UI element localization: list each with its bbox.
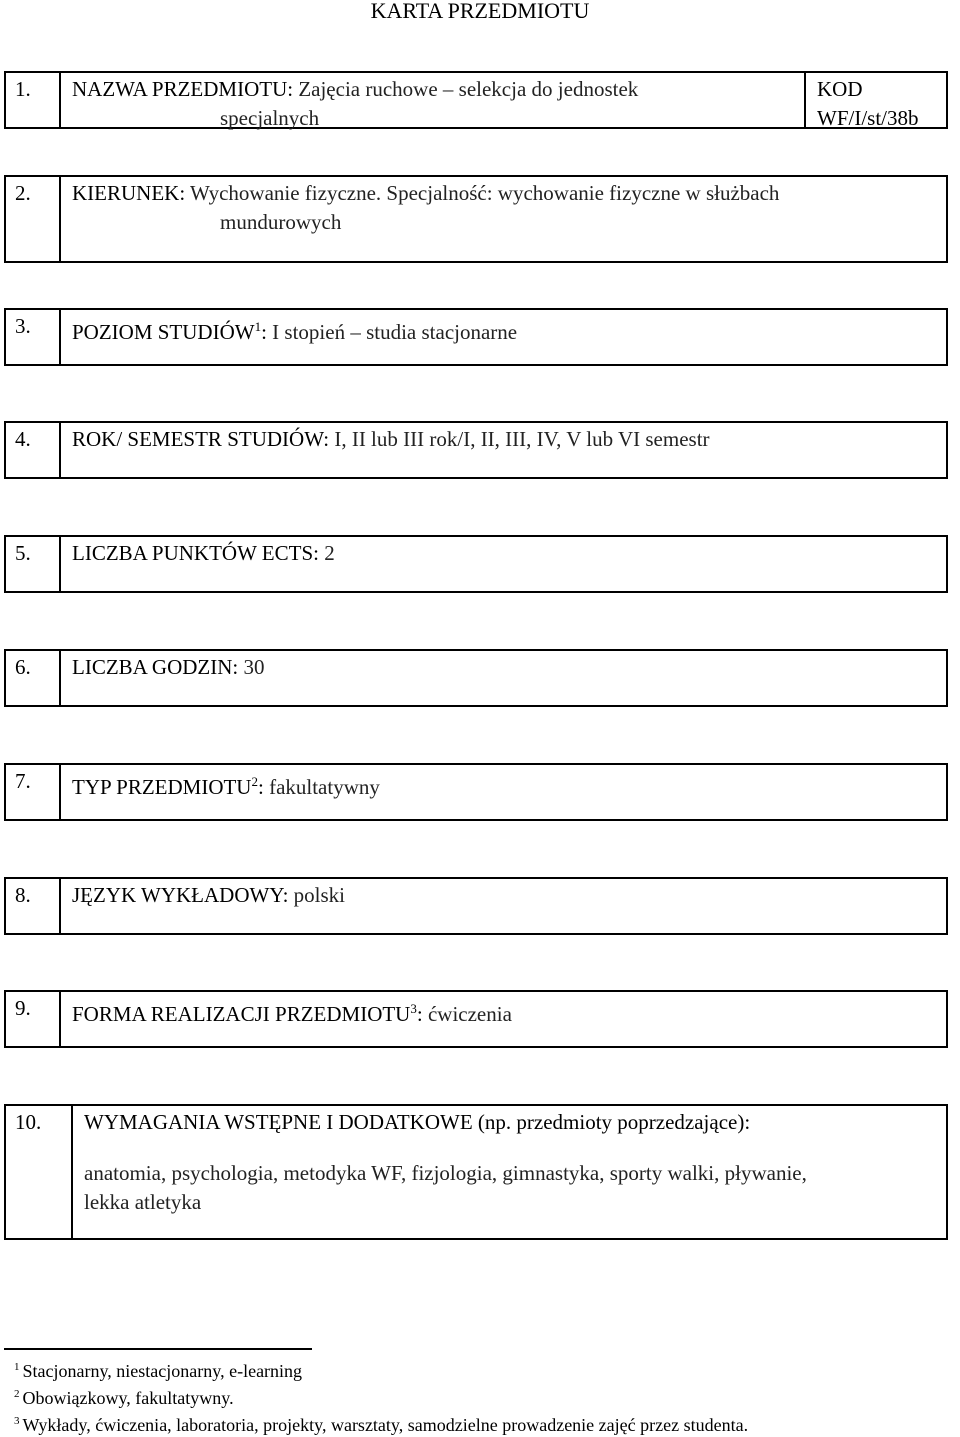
- section-colon: :: [416, 1002, 423, 1026]
- section-value-continued: specjalnych: [220, 106, 320, 130]
- section-number: 9.: [6, 992, 61, 1046]
- section-label: KIERUNEK:: [72, 181, 186, 205]
- section-number: 1.: [6, 73, 61, 127]
- footnote-text: Wykłady, ćwiczenia, laboratoria, projekty, warsztaty, samodzielne prowadzenie zajęć przez studenta.: [22, 1415, 749, 1435]
- section-punkty-ects: [4, 535, 948, 593]
- section-label: LICZBA PUNKTÓW ECTS:: [72, 541, 319, 565]
- section-content: [72, 312, 936, 347]
- footnote: [14, 1410, 748, 1437]
- section-value: Wychowanie fizyczne. Specjalność: wychowanie fizyczne w służbach: [190, 181, 780, 205]
- section-number: 6.: [6, 651, 61, 705]
- kod-cell: [804, 73, 946, 130]
- section-number: 2.: [6, 177, 61, 261]
- section-colon: :: [257, 775, 264, 799]
- section-typ-przedmiotu: [4, 763, 948, 821]
- kod-label: KOD: [817, 77, 863, 101]
- page-title: KARTA PRZEDMIOTU: [370, 0, 590, 23]
- footnote-text: Stacjonarny, niestacjonarny, e-learning: [22, 1361, 303, 1381]
- section-nazwa-przedmiotu: [4, 71, 948, 129]
- footnotes: [14, 1356, 748, 1437]
- section-content: [72, 994, 936, 1029]
- section-number: 5.: [6, 537, 61, 591]
- section-label: TYP PRZEDMIOTU: [72, 775, 252, 799]
- section-kierunek: [4, 175, 948, 263]
- footnote-ref: 1: [254, 319, 262, 334]
- section-poziom-studiow: [4, 308, 948, 366]
- section-label: POZIOM STUDIÓW: [72, 320, 255, 344]
- footnote-separator: [4, 1348, 312, 1350]
- section-value: 2: [324, 541, 335, 565]
- section-forma-realizacji: [4, 990, 948, 1048]
- section-wymagania-wstepne: [4, 1104, 948, 1240]
- section-number: 3.: [6, 310, 61, 364]
- footnote-mark: 3: [14, 1415, 20, 1427]
- footnote: [14, 1356, 748, 1383]
- footnote-mark: 2: [14, 1388, 20, 1400]
- kod-value: WF/I/st/38b: [817, 106, 919, 130]
- section-number: 8.: [6, 879, 61, 933]
- section-value: fakultatywny: [269, 775, 380, 799]
- section-liczba-godzin: [4, 649, 948, 707]
- section-value: anatomia, psychologia, metodyka WF, fizjologia, gimnastyka, sporty walki, pływanie,: [84, 1161, 807, 1185]
- section-label: FORMA REALIZACJI PRZEDMIOTU: [72, 1002, 411, 1026]
- section-content: [72, 425, 936, 454]
- section-content: [72, 653, 936, 682]
- section-value: 30: [243, 655, 265, 679]
- footnote-ref: 2: [251, 774, 258, 789]
- section-rok-semestr: [4, 421, 948, 479]
- section-value: I, II lub III rok/I, II, III, IV, V lub VI semestr: [334, 427, 710, 451]
- footnote-text: Obowiązkowy, fakultatywny.: [22, 1388, 234, 1408]
- section-value: ćwiczenia: [427, 1002, 512, 1026]
- section-content: [72, 75, 796, 133]
- section-value-continued: mundurowych: [220, 210, 342, 234]
- section-label: NAZWA PRZEDMIOTU:: [72, 77, 294, 101]
- footnote-ref: 3: [410, 1001, 417, 1016]
- section-content: [72, 881, 936, 910]
- section-value: I stopień – studia stacjonarne: [272, 320, 518, 344]
- section-content: [72, 767, 936, 802]
- section-content: [84, 1108, 936, 1217]
- footnote: [14, 1383, 748, 1410]
- section-content: [72, 539, 936, 568]
- section-number: 10.: [6, 1106, 73, 1238]
- section-value: polski: [293, 883, 345, 907]
- section-colon: :: [261, 320, 267, 344]
- section-jezyk-wykladowy: [4, 877, 948, 935]
- section-number: 4.: [6, 423, 61, 477]
- section-label: WYMAGANIA WSTĘPNE I DODATKOWE (np. przedmioty poprzedzające):: [84, 1110, 751, 1134]
- section-label: LICZBA GODZIN:: [72, 655, 239, 679]
- section-label: JĘZYK WYKŁADOWY:: [72, 883, 289, 907]
- footnote-mark: 1: [14, 1361, 20, 1373]
- section-number: 7.: [6, 765, 61, 819]
- section-value: Zajęcia ruchowe – selekcja do jednostek: [298, 77, 639, 101]
- section-label: ROK/ SEMESTR STUDIÓW:: [72, 427, 330, 451]
- section-value-continued: lekka atletyka: [84, 1190, 202, 1214]
- section-content: [72, 179, 936, 237]
